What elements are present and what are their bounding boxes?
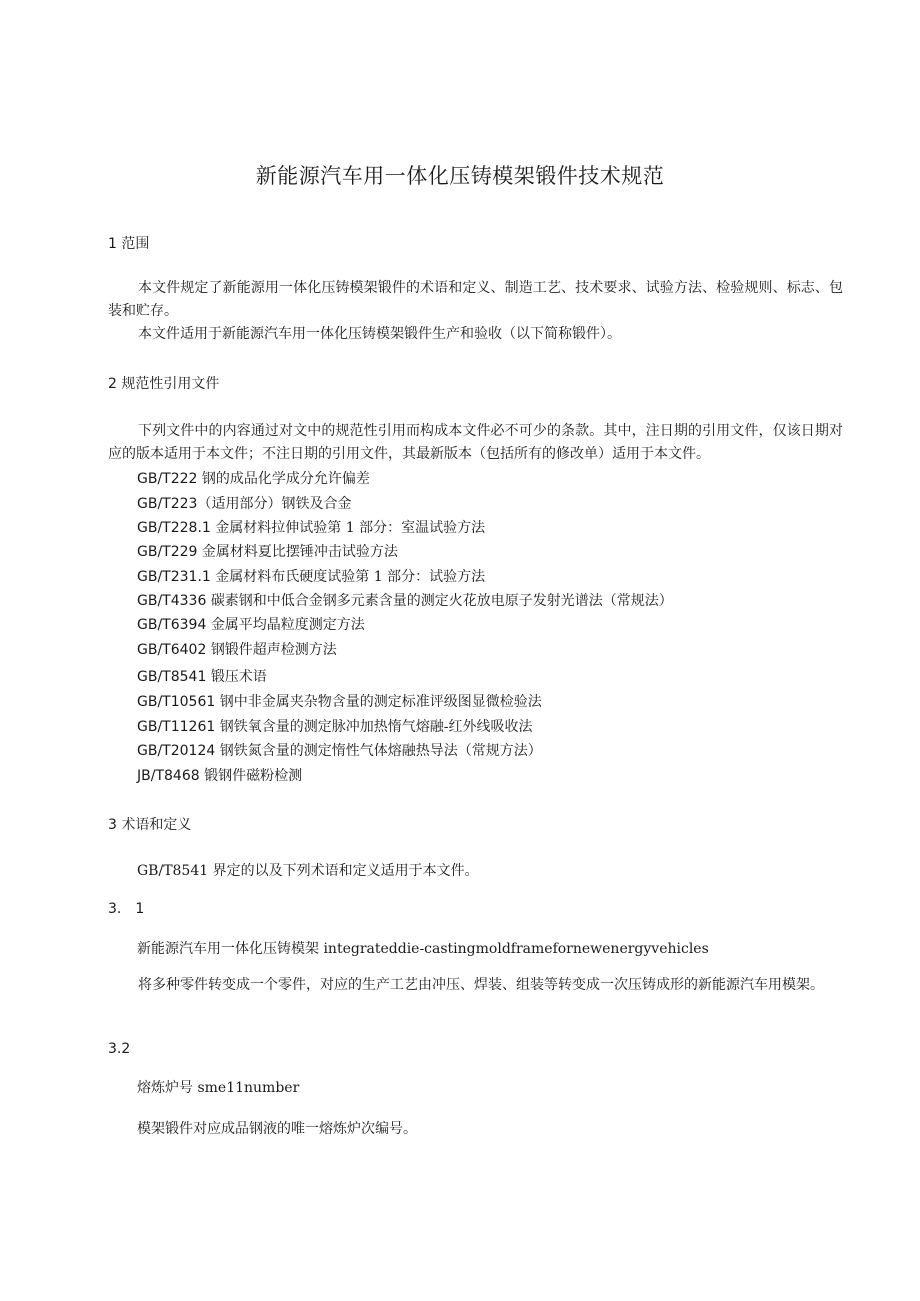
reference-item — [137, 590, 673, 610]
reference-title: 钢铁氮含量的测定惰性气体熔融热导法（常规方法） — [219, 743, 542, 759]
reference-item — [137, 666, 267, 686]
reference-item — [137, 691, 542, 711]
reference-title: 金属材料夏比摆锤冲击试验方法 — [201, 544, 398, 560]
reference-code: GB/T20124 — [137, 743, 216, 759]
reference-code: GB/T6402 — [137, 642, 207, 658]
reference-item — [137, 517, 485, 537]
reference-item — [137, 765, 302, 785]
section-2-heading: 2 规范性引用文件 — [108, 376, 220, 392]
reference-item — [137, 566, 485, 586]
reference-title: 钢的成品化学成分允许偏差 — [201, 471, 370, 487]
reference-title: 钢锻件超声检测方法 — [210, 642, 337, 658]
term-3-2-title: 熔炼炉号 sme11number — [137, 1080, 300, 1096]
reference-code: GB/T229 — [137, 544, 198, 560]
reference-title: 钢铁氧含量的测定脉冲加热惰气熔融-红外线吸收法 — [219, 719, 533, 735]
reference-title: （适用部分）钢铁及合金 — [197, 496, 352, 512]
reference-title: 锻钢件磁粉检测 — [204, 768, 303, 784]
reference-code: GB/T228.1 — [137, 520, 211, 536]
reference-code: JB/T8468 — [137, 768, 200, 784]
reference-code: GB/T231.1 — [137, 569, 211, 585]
reference-item — [137, 614, 365, 634]
reference-item — [137, 541, 398, 561]
section-3-heading: 3 术语和定义 — [108, 817, 192, 833]
reference-title: 锻压术语 — [210, 669, 267, 685]
reference-item — [137, 740, 542, 760]
scope-paragraph-1: 本文件规定了新能源用一体化压铸模架锻件的术语和定义、制造工艺、技术要求、试验方法、检验规则、标志、包装和贮存。 — [108, 280, 843, 319]
term-3-1-number: 3. 1 — [108, 901, 145, 917]
reference-item — [137, 468, 370, 488]
scope-paragraph-2: 本文件适用于新能源汽车用一体化压铸模架锻件生产和验收（以下简称锻件）。 — [138, 326, 621, 342]
reference-code: GB/T6394 — [137, 617, 207, 633]
term-3-2-number: 3.2 — [108, 1041, 131, 1057]
reference-code: GB/T11261 — [137, 719, 216, 735]
terms-intro: GB/T8541 界定的以及下列术语和定义适用于本文件。 — [137, 863, 479, 879]
reference-code: GB/T10561 — [137, 694, 216, 710]
reference-title: 碳素钢和中低合金钢多元素含量的测定火花放电原子发射光谱法（常规法） — [210, 593, 673, 609]
normative-intro: 下列文件中的内容通过对文中的规范性引用而构成本文件必不可少的条款。其中，注日期的引用文件，仅该日期对应的版本适用于本文件；不注日期的引用文件，其最新版本（包括所有的修改单）适用于本文件。 — [108, 423, 843, 462]
reference-code: GB/T223 — [137, 496, 198, 512]
document-title: 新能源汽车用一体化压铸模架锻件技术规范 — [255, 164, 665, 188]
reference-title: 钢中非金属夹杂物含量的测定标准评级图显微检验法 — [219, 694, 542, 710]
reference-title: 金属材料布氏硬度试验第 1 部分：试验方法 — [215, 569, 486, 585]
reference-title: 金属材料拉伸试验第 1 部分：室温试验方法 — [215, 520, 486, 536]
reference-title: 金属平均晶粒度测定方法 — [210, 617, 365, 633]
reference-item — [137, 493, 351, 513]
reference-item — [137, 716, 532, 736]
reference-item — [137, 639, 337, 659]
reference-code: GB/T222 — [137, 471, 198, 487]
term-3-1-title: 新能源汽车用一体化压铸模架 integrateddie-castingmoldframefornewenergyvehicles — [137, 941, 709, 957]
reference-code: GB/T4336 — [137, 593, 207, 609]
section-1-heading: 1 范围 — [108, 236, 150, 252]
reference-code: GB/T8541 — [137, 669, 207, 685]
term-3-1-definition: 将多种零件转变成一个零件，对应的生产工艺由冲压、焊装、组装等转变成一次压铸成形的新能源汽车用模架。 — [138, 977, 824, 993]
term-3-2-definition: 模架锻件对应成品钢液的唯一熔炼炉次编号。 — [137, 1121, 417, 1137]
